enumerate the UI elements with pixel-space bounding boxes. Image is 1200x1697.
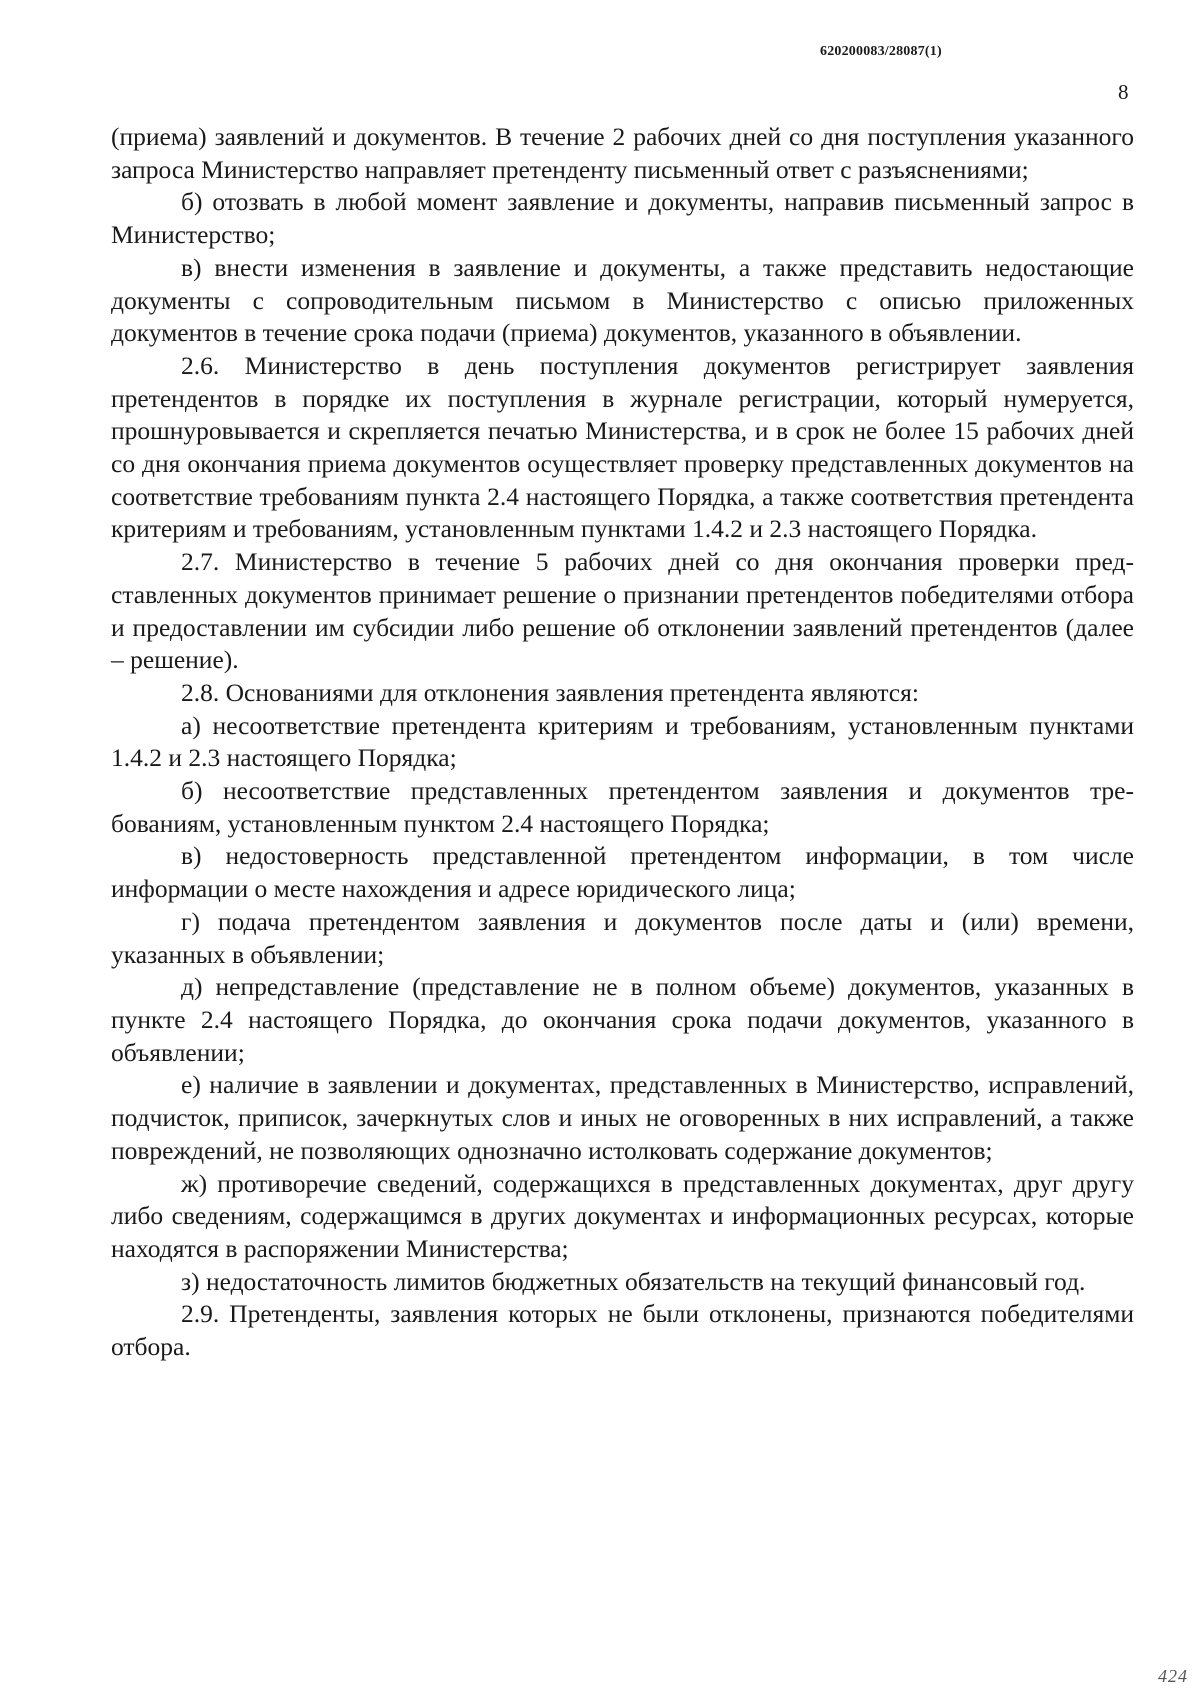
paragraph: б) несоответствие представленных претендентом заявления и документов требованиям, установленным пунктом 2.4 настоящего Порядка; (111, 776, 1134, 838)
page-number: 8 (1118, 80, 1129, 104)
document-code: 620200083/28087(1) (820, 44, 942, 59)
paragraph: 2.6. Министерство в день поступления документов регистрирует заявления претендентов в порядке их поступления в журнале регистрации, который нумеруется, прошнуровывается и скрепляется печатью Министерства, и в срок не более 15 рабочих дней со дня окончания приема документов осуществляет проверку представленных документов на соответствие требованиям пункта 2.4 настоящего Порядка, а также соответствия претендента критериям и требованиям, установленным пунктами 1.4.2 и 2.3 настоящего Порядка. (111, 350, 1134, 544)
paragraph: в) недостоверность представленной претендентом информации, в том числе информации о месте нахождения и адресе юридического лица; (111, 841, 1134, 904)
paragraph: а) несоответствие претендента критериям и требованиям, установленным пунктами 1.4.2 и 2.3 настоящего Порядка; (111, 710, 1134, 773)
paragraph: 2.7. Министерство в течение 5 рабочих дней со дня окончания проверки представленных документов принимает решение о признании претендентов победителями отбора и предоставлении им субсидии либо решение об отклонении заявлений претендентов (далее – решение). (111, 547, 1134, 675)
paragraph: г) подача претендентом заявления и документов после даты и (или) времени, указанных в объявлении; (111, 906, 1134, 969)
paragraph: д) непредставление (представление не в полном объеме) документов, указанных в пункте 2.4 настоящего Порядка, до окончания срока подачи документов, указанного в объявлении; (111, 972, 1134, 1067)
paragraph: е) наличие в заявлении и документах, представленных в Министерство, исправлений, подчисток, приписок, зачеркнутых слов и иных не оговоренных в них исправлений, а также повреждений, не позволяющих однозначно истолковать содержание документов; (111, 1070, 1134, 1165)
paragraph: 2.9. Претенденты, заявления которых не были отклонены, признаются победителями отбора. (111, 1299, 1134, 1362)
paragraph: 2.8. Основаниями для отклонения заявления претендента являются: (181, 677, 919, 707)
paragraph: б) отозвать в любой момент заявление и документы, направив письменный запрос в Министерство; (111, 187, 1134, 250)
paragraph: ж) противоречие сведений, содержащихся в представленных документах, друг другу либо сведениям, содержащимся в других документах и информационных ресурсах, которые находятся в распоряжении Министерства; (111, 1168, 1134, 1263)
paragraph: з) недостаточность лимитов бюджетных обязательств на текущий финансовый год. (181, 1266, 1086, 1296)
handwritten-mark: 424 (1158, 1666, 1188, 1686)
document-body (111, 121, 1134, 1364)
paragraph: в) внести изменения в заявление и документы, а также представить недостающие документы с сопроводительным письмом в Министерство с описью приложенных документов в течение срока подачи (приема) документов, указанного в объявлении. (111, 252, 1134, 348)
paragraph: (приема) заявлений и документов. В течение 2 рабочих дней со дня поступления указанного запроса Министерство направляет претенденту письменный ответ с разъяснениями; (111, 122, 1134, 184)
